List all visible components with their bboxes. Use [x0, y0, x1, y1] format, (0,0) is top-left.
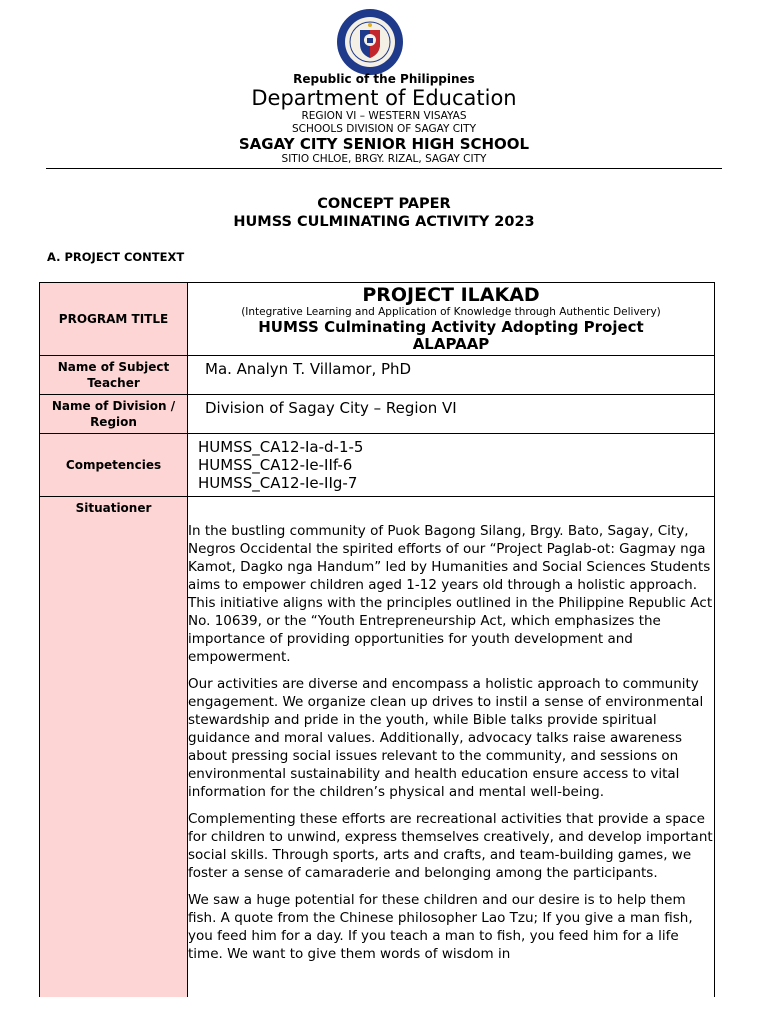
program-title-cell [188, 283, 714, 355]
school-name-heading: SAGAY CITY SENIOR HIGH SCHOOL [238, 135, 530, 153]
deped-seal-icon [336, 8, 404, 76]
program-description: HUMSS Culminating Activity Adopting Project ALAPAAP [258, 318, 644, 353]
program-name: PROJECT ILAKAD [362, 284, 540, 306]
program-title-label: PROGRAM TITLE [40, 283, 188, 355]
program-acronym-expansion: (Integrative Learning and Application of Knowledge through Authentic Delivery) [241, 306, 661, 318]
schools-division-heading: SCHOOLS DIVISION OF SAGAY CITY [292, 123, 476, 135]
situationer-paragraph: Our activities are diverse and encompass a holistic approach to community engagement. We organize clean up drives to instil a sense of environmental stewardship and pride in the youth, while Bible talks provide spiritual guidance and moral values. Additionally, advocacy talks raise awareness about pressing social issues relevant to the community, and sessions on environmental sustainability and health education ensure access to vital information for the children’s physical and mental well-being. [188, 676, 704, 800]
situationer-paragraph: Complementing these efforts are recreational activities that provide a space for children to unwind, express themselves creatively, and develop important social skills. Through sports, arts and crafts, and team-building games, we foster a sense of camaraderie and belonging among the participants. [188, 811, 713, 881]
department-heading: Department of Education [251, 86, 517, 110]
header-divider [46, 168, 722, 169]
document-title: CONCEPT PAPER [317, 196, 451, 212]
competency-item: HUMSS_CA12-Ie-IIg-7 [198, 474, 358, 492]
competency-item: HUMSS_CA12-Ia-d-1-5 [198, 438, 364, 456]
school-address: SITIO CHLOE, BRGY. RIZAL, SAGAY CITY [281, 153, 487, 165]
teacher-row [40, 356, 714, 395]
division-row [40, 395, 714, 434]
division-name: Division of Sagay City – Region VI [205, 399, 457, 417]
situationer-label: Situationer [40, 497, 188, 997]
region-heading: REGION VI – WESTERN VISAYAS [301, 110, 467, 122]
division-label: Name of Division / Region [40, 395, 188, 433]
program-title-row [40, 283, 714, 356]
situationer-paragraph: In the bustling community of Puok Bagong Silang, Brgy. Bato, Sagay, City, Negros Occidental the spirited efforts of our “Project Paglab-ot: Gagmay nga Kamot, Dagko nga Handum” led by Humanities and Social Sciences Students aims to empower children aged 1-12 years old through a holistic approach. This initiative aligns with the principles outlined in the Philippine Republic Act No. 10639, or the “Youth Entrepreneurship Act, which emphasizes the importance of providing opportunities for youth development and empowerment. [188, 523, 713, 665]
document-subtitle: HUMSS CULMINATING ACTIVITY 2023 [233, 214, 535, 230]
competencies-cell [188, 434, 714, 496]
teacher-label: Name of Subject Teacher [40, 356, 188, 394]
teacher-cell [188, 356, 714, 394]
republic-heading: Republic of the Philippines [293, 72, 475, 86]
situationer-row [40, 497, 714, 997]
project-context-table [39, 282, 715, 997]
competency-item: HUMSS_CA12-Ie-IIf-6 [198, 456, 353, 474]
teacher-name: Ma. Analyn T. Villamor, PhD [205, 360, 412, 378]
division-cell [188, 395, 714, 433]
section-heading: A. PROJECT CONTEXT [47, 250, 185, 264]
situationer-paragraph: We saw a huge potential for these children and our desire is to help them fish. A quote from the Chinese philosopher Lao Tzu; If you give a man fish, you feed him for a day. If you teach a man to fish, you feed him for a life time. We want to give them words of wisdom in [188, 892, 693, 962]
competencies-row [40, 434, 714, 497]
competencies-label: Competencies [40, 434, 188, 496]
situationer-cell [188, 497, 714, 997]
